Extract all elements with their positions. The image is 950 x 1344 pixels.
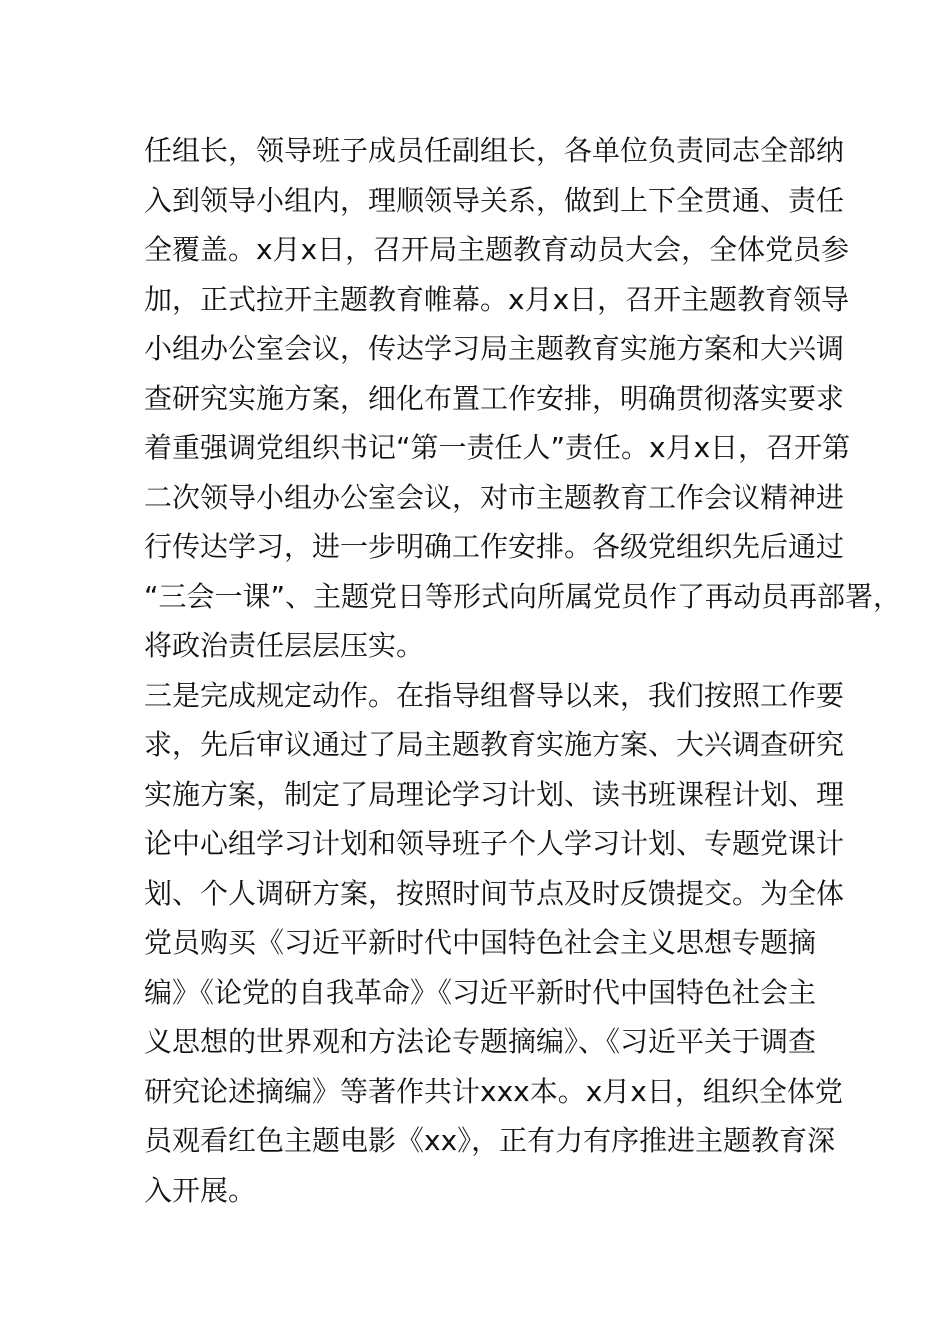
text-line: 员观看红色主题电影《xx》，正有力有序推进主题教育深 [144, 1124, 836, 1157]
paragraph-start-line: 三是完成规定动作。在指导组督导以来，我们按照工作要 [144, 678, 845, 712]
text-line: 全覆盖。x月x日，召开局主题教育动员大会，全体党员参 [144, 233, 850, 266]
text-line: “三会一课”、主题党日等形式向所属党员作了再动员再部署， [144, 579, 902, 613]
text-line: 党员购买《习近平新时代中国特色社会主义思想专题摘 [144, 926, 817, 959]
text-line: 论中心组学习计划和领导班子个人学习计划、专题党课计 [144, 827, 845, 860]
text-line: 任组长，领导班子成员任副组长，各单位负责同志全部纳 [144, 134, 845, 167]
text-line: 二次领导小组办公室会议，对市主题教育工作会议精神进 [144, 480, 845, 514]
text-line: 将政治责任层层压实。 [144, 629, 425, 662]
text-line: 入开展。 [144, 1173, 257, 1207]
text-line: 入到领导小组内，理顺领导关系，做到上下全贯通、责任 [144, 183, 845, 217]
text-line: 行传达学习，进一步明确工作安排。各级党组织先后通过 [144, 530, 845, 563]
text-line: 义思想的世界观和方法论专题摘编》、《习近平关于调查 [144, 1025, 817, 1058]
text-line: 求，先后审议通过了局主题教育实施方案、大兴调查研究 [144, 728, 845, 761]
text-line: 编》《论党的自我革命》《习近平新时代中国特色社会主 [144, 975, 817, 1009]
text-line: 加，正式拉开主题教育帷幕。x月x日，召开主题教育领导 [144, 282, 850, 316]
text-line: 小组办公室会议，传达学习局主题教育实施方案和大兴调 [144, 332, 845, 365]
text-line: 划、个人调研方案，按照时间节点及时反馈提交。为全体 [144, 876, 845, 910]
text-line: 查研究实施方案，细化布置工作安排，明确贯彻落实要求 [144, 381, 845, 415]
body-text [144, 126, 902, 1215]
text-line: 着重强调党组织书记“第一责任人”责任。x月x日，召开第 [144, 431, 851, 464]
text-line: 研究论述摘编》等著作共计xxx本。x月x日，组织全体党 [144, 1074, 843, 1108]
text-line: 实施方案，制定了局理论学习计划、读书班课程计划、理 [144, 777, 845, 811]
